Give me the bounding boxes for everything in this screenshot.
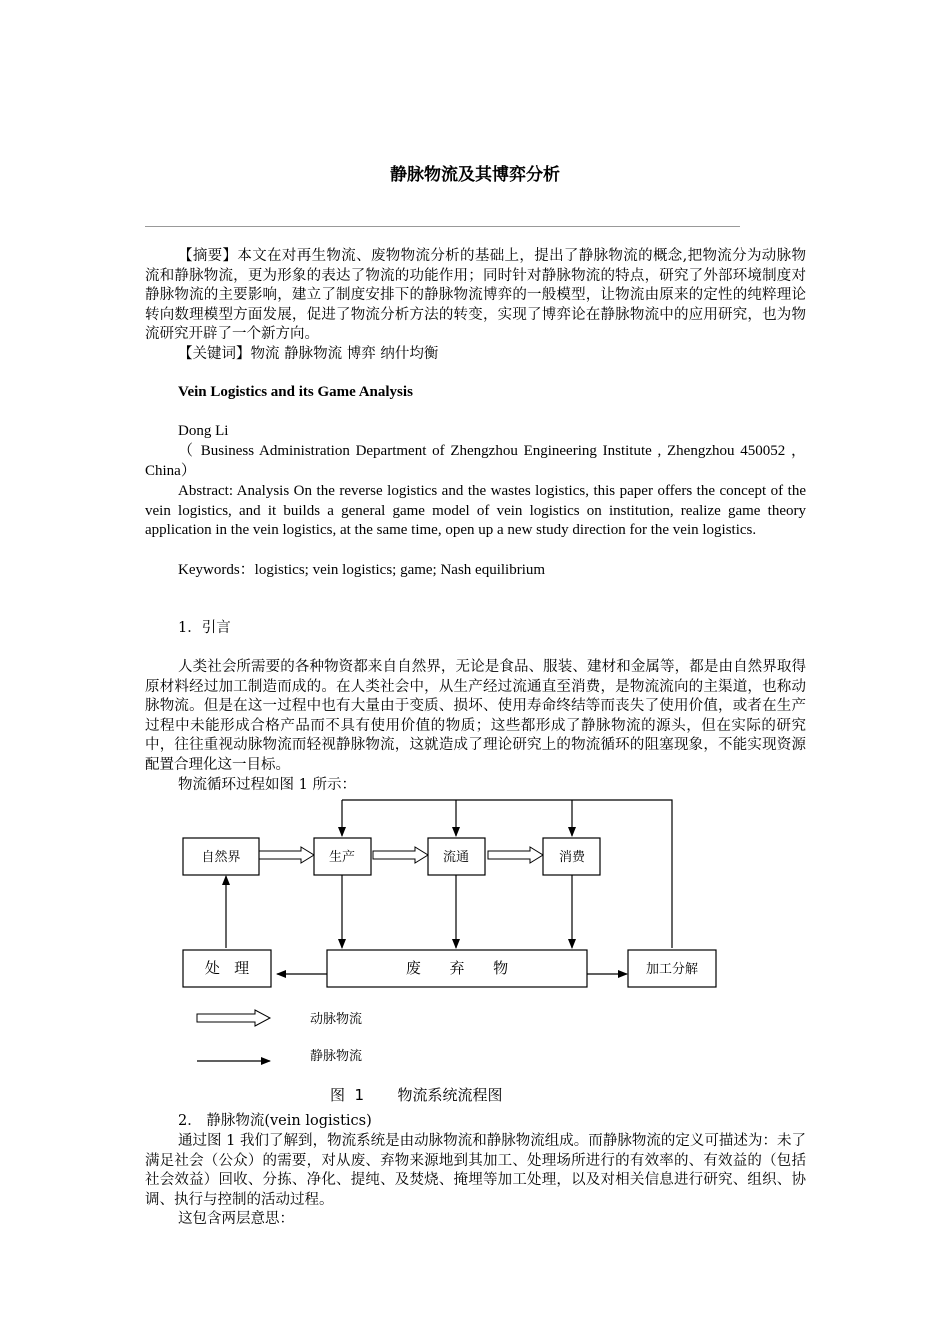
artery-arrow-nature-production <box>259 847 314 863</box>
label-waste: 废 弃 物 <box>405 959 509 977</box>
english-title: Vein Logistics and its Game Analysis <box>178 384 413 400</box>
label-processing: 加工分解 <box>645 962 699 977</box>
section1-paragraph: 人类社会所需要的各种物资都来自自然界，无论是食品、服装、建材和金属等，都是由自然界取得原材料经过加工制造而成的。在人类社会中，从生产经过流通直至消费，是物流流向的主渠道，也称动脉物流。但是在这一过程中也有大量由于变质、损坏、使用寿命终结等而丧失了使用价值，或者在生产过程中未能形成合格产品而不具有使用价值的物质；这些都形成了静脉物流的源头，但在实际的研究中，往往重视动脉物流而轻视静脉物流，这就造成了理论研究上的物流循环的阻塞现象，不能实现资源配置合理化这一目标。 <box>145 659 806 773</box>
figure-intro: 物流循环过程如图 1 所示： <box>178 777 356 793</box>
abstract-cn: 【摘要】本文在对再生物流、废物物流分析的基础上，提出了静脉物流的概念,把物流分为动脉物流和静脉物流，更为形象的表达了物流的功能作用；同时针对静脉物流的特点，研究了外部环境制度对静脉物流的主要影响，建立了制度安排下的静脉物流博弈的一般模型，让物流由原来的定性的纯粹理论转向数理模型方面发展，促进了物流分析方法的转变，实现了博弈论在静脉物流中的应用研究，也为物流研究开辟了一个新方向。 <box>145 248 806 342</box>
legend-artery-arrow <box>197 1010 270 1026</box>
section2-tail: 这包含两层意思： <box>178 1211 294 1227</box>
section1-heading: 1．引言 <box>178 620 231 636</box>
english-keywords: Keywords：logistics; vein logistics; game; Nash equilibrium <box>178 562 546 578</box>
english-affiliation: （ Business Administration Department of Zhengzhou Engineering Institute , Zhengzhou 450052 ，China） <box>145 443 806 479</box>
legend-vein-label: 静脉物流 <box>310 1049 363 1064</box>
label-circulation: 流通 <box>442 850 470 865</box>
title-divider <box>145 226 740 227</box>
label-production: 生产 <box>328 850 356 865</box>
return-loop-line <box>342 800 672 948</box>
paper-title: 静脉物流及其博弈分析 <box>390 165 560 185</box>
artery-arrow-circulation-consumption <box>488 847 543 863</box>
logistics-flow-diagram <box>175 798 735 1108</box>
label-disposal: 处 理 <box>204 959 250 977</box>
section2-heading: 2． 静脉物流(vein logistics) <box>178 1113 372 1129</box>
figure-caption: 图 1 物流系统流程图 <box>330 1086 503 1104</box>
label-consumption: 消费 <box>558 850 586 865</box>
english-author: Dong Li <box>178 423 229 439</box>
legend-artery-label: 动脉物流 <box>310 1012 363 1027</box>
english-abstract: Abstract: Analysis On the reverse logistics and the wastes logistics, this paper offers the concept of the vein logistics, and it builds a general game model of vein logistics on institution, realize game theory application in the vein logistics, at the same time, open up a new study direction for the vein logistics. <box>145 483 806 538</box>
keywords-cn: 【关键词】物流 静脉物流 博弈 纳什均衡 <box>178 346 439 362</box>
artery-arrow-production-circulation <box>373 847 428 863</box>
section2-paragraph: 通过图 1 我们了解到，物流系统是由动脉物流和静脉物流组成。而静脉物流的定义可描述为：未了满足社会（公众）的需要，对从废、弃物来源地到其加工、处理场所进行的有效率的、有效益的（包括社会效益）回收、分拣、净化、提纯、及焚烧、掩埋等加工处理，以及对相关信息进行研究、组织、协调、执行与控制的活动过程。 <box>145 1133 806 1208</box>
label-nature: 自然界 <box>201 850 241 865</box>
